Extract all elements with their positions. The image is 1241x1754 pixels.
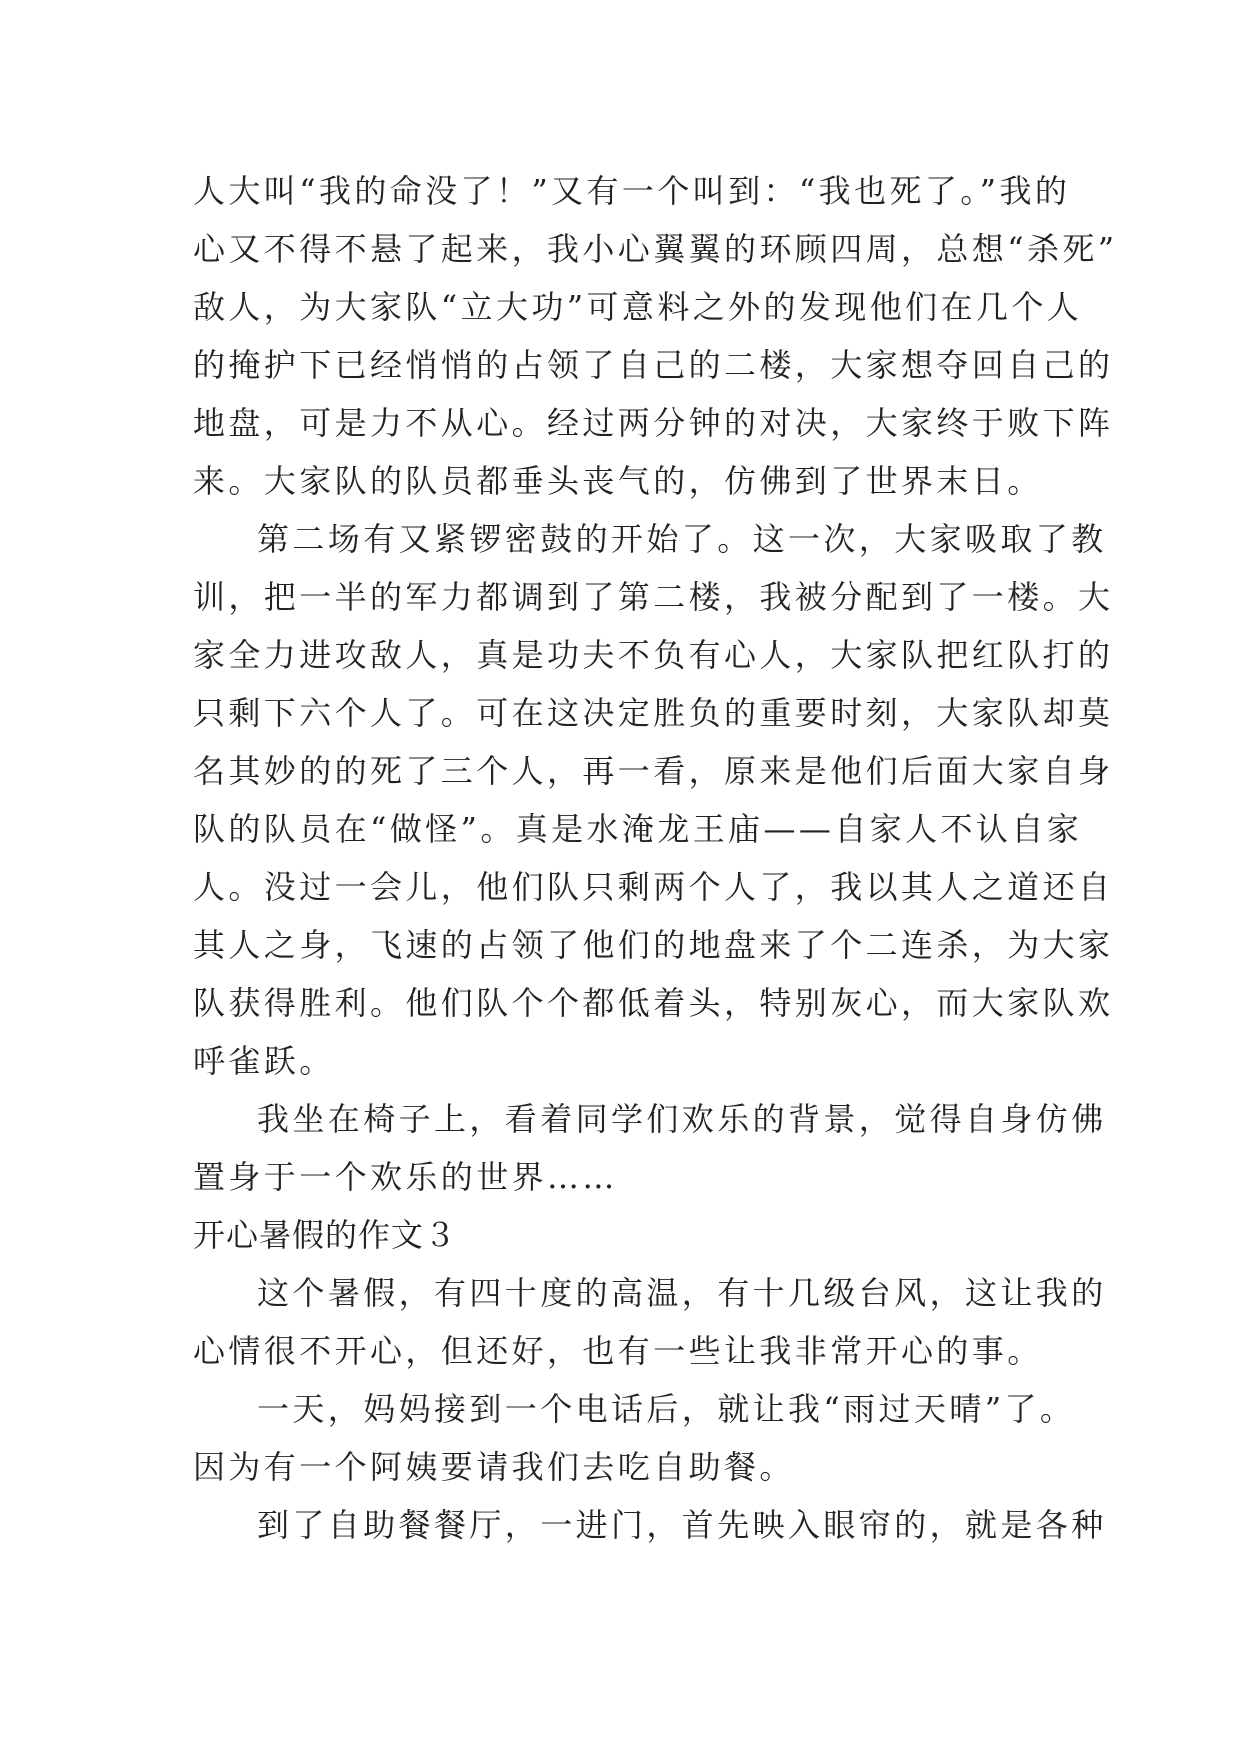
text-line: 人大叫“我的命没了！”又有一个叫到：“我也死了。”我的 xyxy=(193,172,1071,210)
text-line: 来。大家队的队员都垂头丧气的，仿佛到了世界末日。 xyxy=(193,462,1043,500)
text-line: 其人之身，飞速的占领了他们的地盘来了个二连杀，为大家 xyxy=(193,926,1114,964)
text-line: 训，把一半的军力都调到了第二楼，我被分配到了一楼。大 xyxy=(193,578,1114,616)
paragraph-first-line: 到了自助餐餐厅，一进门，首先映入眼帘的，就是各种 xyxy=(257,1506,1107,1544)
text-line: 的掩护下已经悄悄的占领了自己的二楼，大家想夺回自己的 xyxy=(193,346,1114,384)
text-line: 因为有一个阿姨要请我们去吃自助餐。 xyxy=(193,1448,795,1486)
text-line: 心又不得不悬了起来，我小心翼翼的环顾四周，总想“杀死” xyxy=(193,230,1118,268)
text-line: 队获得胜利。他们队个个都低着头，特别灰心，而大家队欢 xyxy=(193,984,1114,1022)
text-line: 只剩下六个人了。可在这决定胜负的重要时刻，大家队却莫 xyxy=(193,694,1114,732)
text-line: 人。没过一会儿，他们队只剩两个人了，我以其人之道还自 xyxy=(193,868,1114,906)
text-line: 名其妙的的死了三个人，再一看，原来是他们后面大家自身 xyxy=(193,752,1114,790)
text-line: 家全力进攻敌人，真是功夫不负有心人，大家队把红队打的 xyxy=(193,636,1114,674)
text-line: 地盘，可是力不从心。经过两分钟的对决，大家终于败下阵 xyxy=(193,404,1114,442)
text-line: 呼雀跃。 xyxy=(193,1042,335,1080)
section-heading: 开心暑假的作文３ xyxy=(193,1216,458,1254)
text-line: 置身于一个欢乐的世界…… xyxy=(193,1158,618,1196)
paragraph-first-line: 这个暑假，有四十度的高温，有十几级台风，这让我的 xyxy=(257,1274,1107,1312)
essay-text xyxy=(193,162,1118,1554)
paragraph-first-line: 第二场有又紧锣密鼓的开始了。这一次，大家吸取了教 xyxy=(257,520,1107,558)
text-line: 队的队员在“做怪”。真是水淹龙王庙——自家人不认自家 xyxy=(193,810,1083,848)
text-line: 敌人，为大家队“立大功”可意料之外的发现他们在几个人 xyxy=(193,288,1083,326)
paragraph-first-line: 一天，妈妈接到一个电话后，就让我“雨过天晴”了。 xyxy=(257,1390,1076,1428)
text-line: 心情很不开心，但还好，也有一些让我非常开心的事。 xyxy=(193,1332,1043,1370)
paragraph-first-line: 我坐在椅子上，看着同学们欢乐的背景，觉得自身仿佛 xyxy=(257,1100,1107,1138)
